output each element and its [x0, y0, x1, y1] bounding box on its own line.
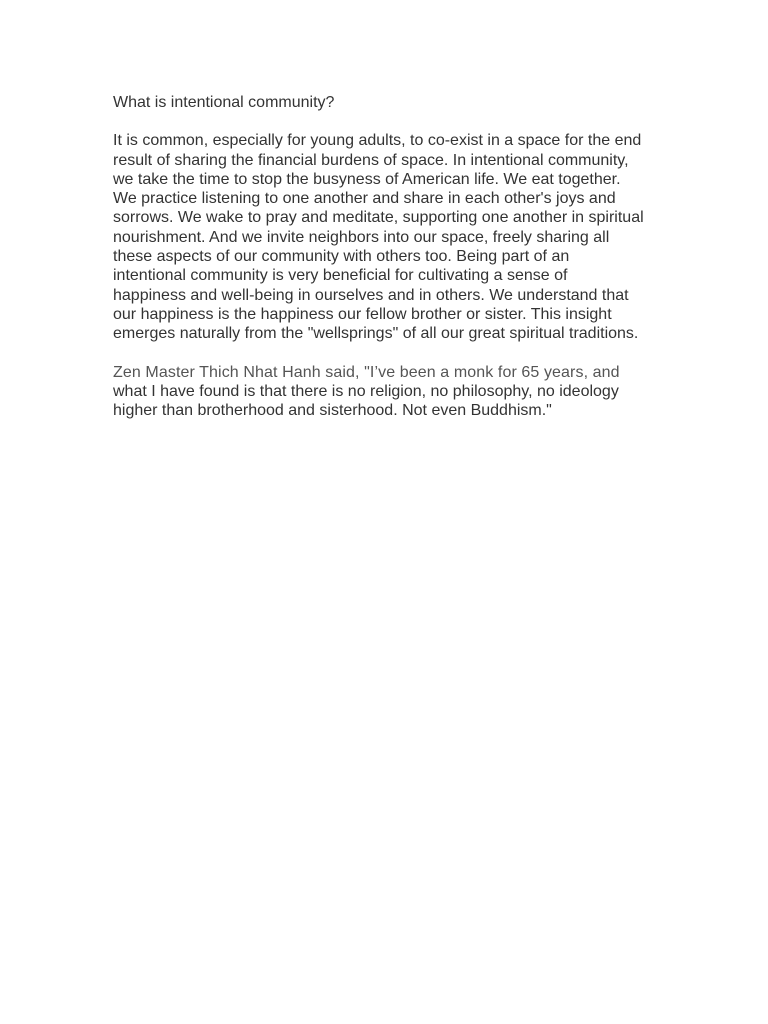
quote-line: Zen Master Thich Nhat Hanh said, "I’ve been a monk for 65 years, and — [113, 363, 620, 381]
paragraph-line: intentional community is very beneficial for cultivating a sense of — [113, 267, 568, 285]
paragraph-line: emerges naturally from the "wellsprings" of all our great spiritual traditions. — [113, 325, 639, 343]
paragraph-line: We practice listening to one another and share in each other's joys and — [113, 190, 616, 208]
document-page — [113, 93, 673, 439]
paragraph-line: we take the time to stop the busyness of American life. We eat together. — [113, 170, 621, 188]
paragraph-line: happiness and well-being in ourselves and in others. We understand that — [113, 286, 629, 304]
quote-line: what I have found is that there is no religion, no philosophy, no ideology — [113, 382, 619, 400]
paragraph-quote — [113, 363, 673, 421]
paragraph-line: sorrows. We wake to pray and meditate, supporting one another in spiritual — [113, 209, 644, 227]
paragraph-line: result of sharing the financial burdens of space. In intentional community, — [113, 151, 629, 169]
quote-line: higher than brotherhood and sisterhood. Not even Buddhism." — [113, 402, 552, 420]
document-title: What is intentional community? — [113, 94, 335, 111]
paragraph-line: our happiness is the happiness our fellow brother or sister. This insight — [113, 305, 612, 323]
paragraph-line: It is common, especially for young adults, to co-exist in a space for the end — [113, 132, 642, 150]
paragraph-line: these aspects of our community with others too. Being part of an — [113, 248, 570, 266]
paragraph-line: nourishment. And we invite neighbors into our space, freely sharing all — [113, 228, 610, 246]
paragraph-intro — [113, 131, 673, 343]
